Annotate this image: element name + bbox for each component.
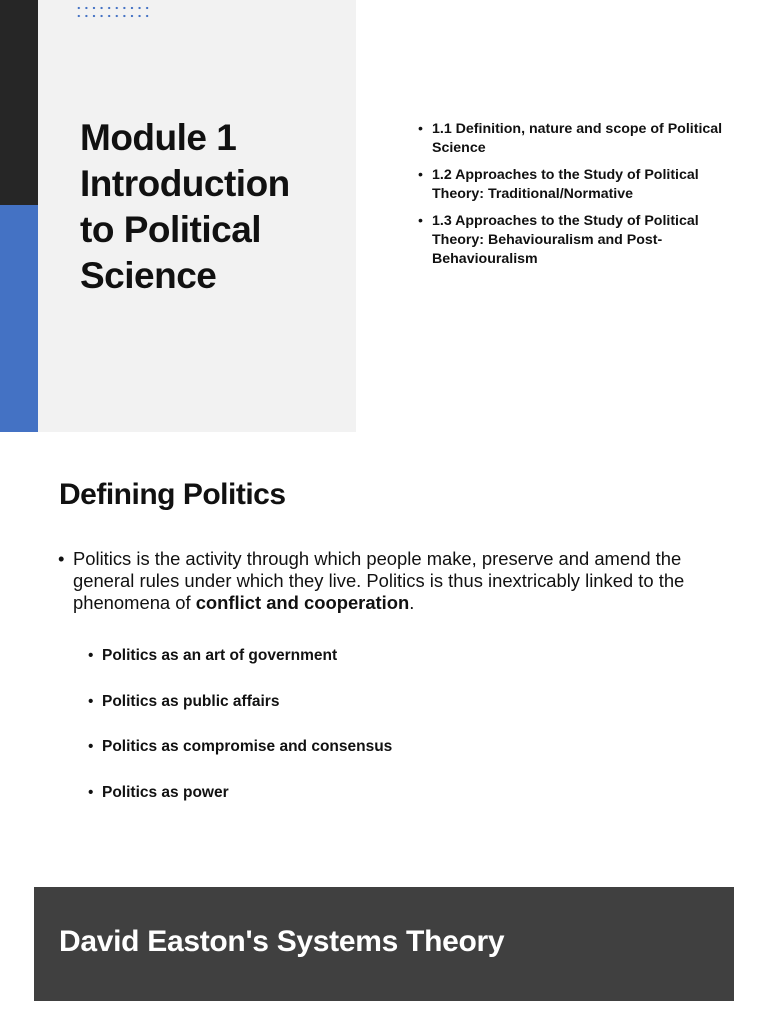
sub-point-item: • Politics as an art of government bbox=[88, 647, 392, 665]
slide-title: David Easton's Systems Theory bbox=[59, 925, 505, 958]
title-line: to Political bbox=[80, 209, 262, 250]
title-line: Module 1 bbox=[80, 117, 237, 158]
blue-accent-bar bbox=[0, 205, 38, 432]
slide-module-1 bbox=[0, 0, 768, 432]
module-title bbox=[80, 115, 350, 299]
slide-title: Defining Politics bbox=[59, 478, 286, 511]
bullet-icon: • bbox=[58, 548, 65, 569]
topic-item: • 1.1 Definition, nature and scope of Political Science bbox=[416, 120, 736, 158]
dark-accent-bar bbox=[0, 0, 38, 205]
sub-point-item: • Politics as compromise and consensus bbox=[88, 738, 392, 756]
main-point-emphasis: conflict and cooperation bbox=[195, 592, 410, 613]
title-line: Science bbox=[80, 255, 217, 296]
title-line: Introduction bbox=[80, 163, 290, 204]
sub-point-item: • Politics as public affairs bbox=[88, 693, 392, 711]
sub-point-item: • Politics as power bbox=[88, 784, 392, 802]
main-point-text bbox=[58, 548, 698, 614]
slide-systems-theory bbox=[34, 887, 734, 1001]
dot-grid-decoration-icon bbox=[75, 4, 151, 22]
main-point-text-start: Politics is the activity through which people make, preserve and amend the general rules under which they live. Politics is thus inextricably linked to the phenomena of bbox=[73, 548, 685, 613]
main-point-text-end: . bbox=[409, 592, 415, 613]
topic-item: • 1.2 Approaches to the Study of Political Theory: Traditional/Normative bbox=[416, 166, 736, 204]
topic-list bbox=[416, 120, 736, 277]
sub-point-list bbox=[88, 647, 392, 829]
main-bullet-point bbox=[58, 548, 698, 614]
slide-defining-politics bbox=[0, 432, 768, 864]
topic-item: • 1.3 Approaches to the Study of Political Theory: Behaviouralism and Post-Behaviouralism bbox=[416, 212, 736, 269]
